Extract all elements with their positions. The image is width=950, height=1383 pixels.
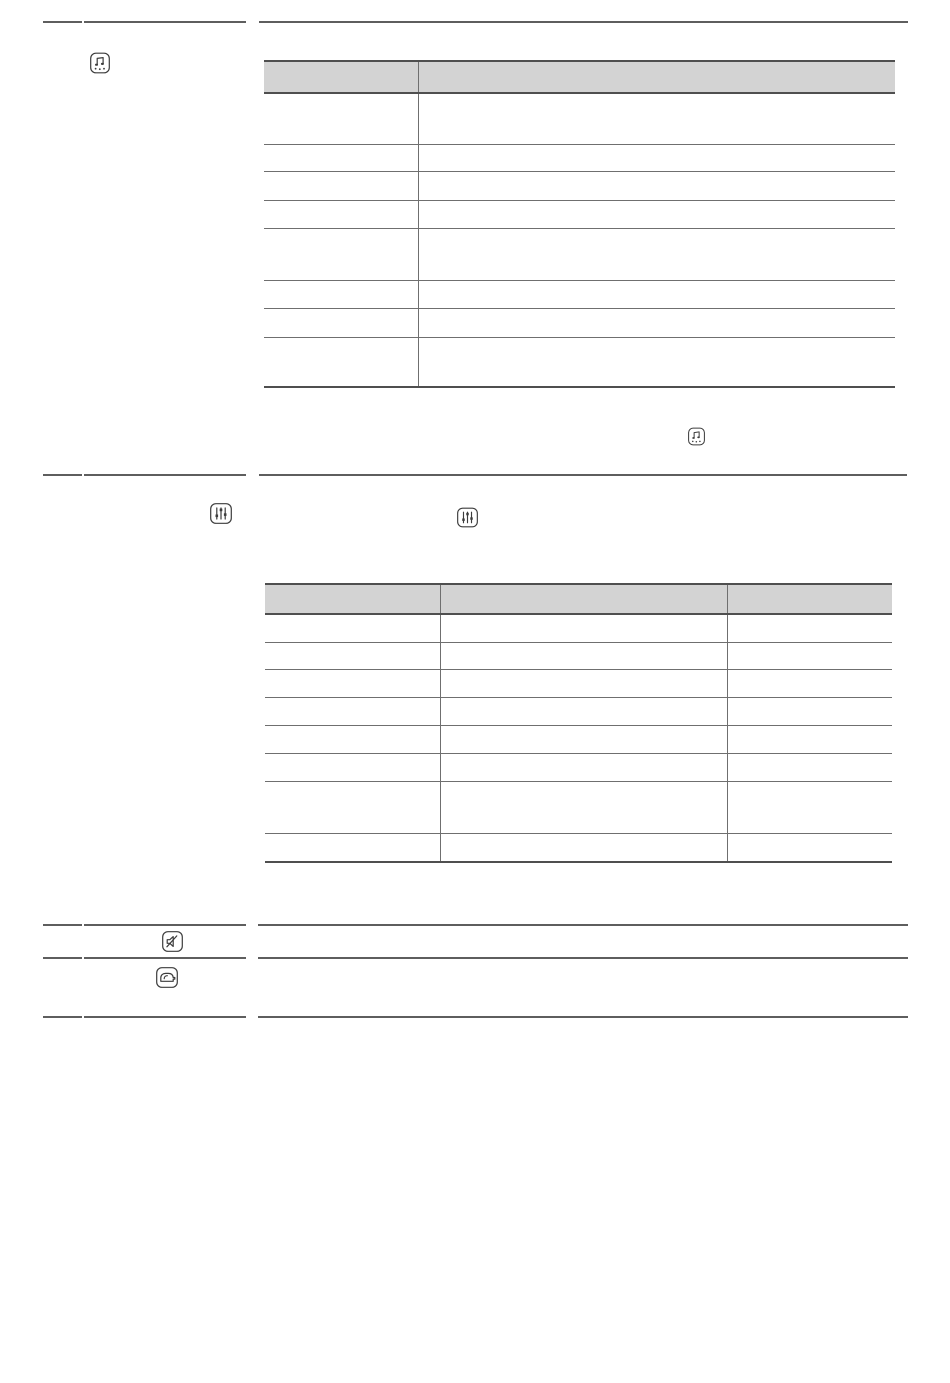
table-header-row — [265, 584, 892, 614]
table-row — [264, 280, 895, 308]
table-cell — [265, 833, 440, 862]
table-cell — [727, 697, 892, 725]
table-row — [265, 833, 892, 862]
table-cell — [264, 93, 418, 144]
table-cell — [727, 669, 892, 697]
table-cell — [727, 781, 892, 833]
table-cell — [418, 337, 895, 387]
table-cell — [727, 725, 892, 753]
table-cell — [440, 669, 727, 697]
table-row — [265, 642, 892, 669]
top-rule-left — [43, 21, 246, 23]
section-rule-right — [259, 474, 907, 476]
iron-icon — [156, 967, 178, 988]
table-cell — [264, 228, 418, 280]
table-cell — [440, 697, 727, 725]
table-cell — [418, 171, 895, 200]
table-row — [264, 171, 895, 200]
table-cell — [727, 753, 892, 781]
table-cell — [727, 833, 892, 862]
footer-rule-left — [43, 1016, 246, 1018]
table-cell — [418, 228, 895, 280]
table-row — [264, 144, 895, 171]
sliders-icon — [457, 507, 478, 528]
table-row — [264, 337, 895, 387]
table-header-cell — [264, 61, 418, 93]
table-cell — [264, 308, 418, 337]
table-cell — [265, 781, 440, 833]
table-cell — [264, 337, 418, 387]
table-header-cell — [265, 584, 440, 614]
table-cell — [440, 753, 727, 781]
section-rule-left — [43, 474, 246, 476]
melody-settings-table — [264, 60, 895, 388]
table-cell — [440, 642, 727, 669]
table-row — [265, 725, 892, 753]
table-row — [264, 200, 895, 228]
table-cell — [264, 144, 418, 171]
table-cell — [418, 93, 895, 144]
table-row — [265, 753, 892, 781]
table-header-row — [264, 61, 895, 93]
table-cell — [264, 200, 418, 228]
table-cell — [264, 280, 418, 308]
sliders-settings-table — [265, 583, 892, 863]
melody-icon — [90, 52, 110, 74]
table-row — [264, 228, 895, 280]
table-cell — [265, 697, 440, 725]
table-cell — [440, 725, 727, 753]
footer-rule-left — [43, 957, 246, 959]
melody-icon — [688, 427, 705, 446]
footer-rule-right — [258, 1016, 908, 1018]
sliders-icon — [210, 503, 232, 524]
table-cell — [264, 171, 418, 200]
table-cell — [418, 280, 895, 308]
table-row — [264, 308, 895, 337]
table-cell — [418, 308, 895, 337]
table-row — [265, 614, 892, 642]
table-header-cell — [440, 584, 727, 614]
top-rule-right — [259, 21, 908, 23]
table-row — [264, 93, 895, 144]
footer-rule-right — [258, 924, 908, 926]
table-cell — [418, 144, 895, 171]
mute-icon — [162, 931, 183, 952]
table-cell — [265, 725, 440, 753]
table-cell — [440, 614, 727, 642]
table-row — [265, 697, 892, 725]
table-cell — [265, 642, 440, 669]
table-header-cell — [727, 584, 892, 614]
table-cell — [440, 781, 727, 833]
table-cell — [418, 200, 895, 228]
table-cell — [727, 614, 892, 642]
table-cell — [727, 642, 892, 669]
table-row — [265, 669, 892, 697]
table-cell — [265, 753, 440, 781]
table-cell — [440, 833, 727, 862]
table-row — [265, 781, 892, 833]
footer-rule-right — [258, 957, 908, 959]
table-cell — [265, 669, 440, 697]
table-cell — [265, 614, 440, 642]
footer-rule-left — [43, 924, 246, 926]
table-header-cell — [418, 61, 895, 93]
